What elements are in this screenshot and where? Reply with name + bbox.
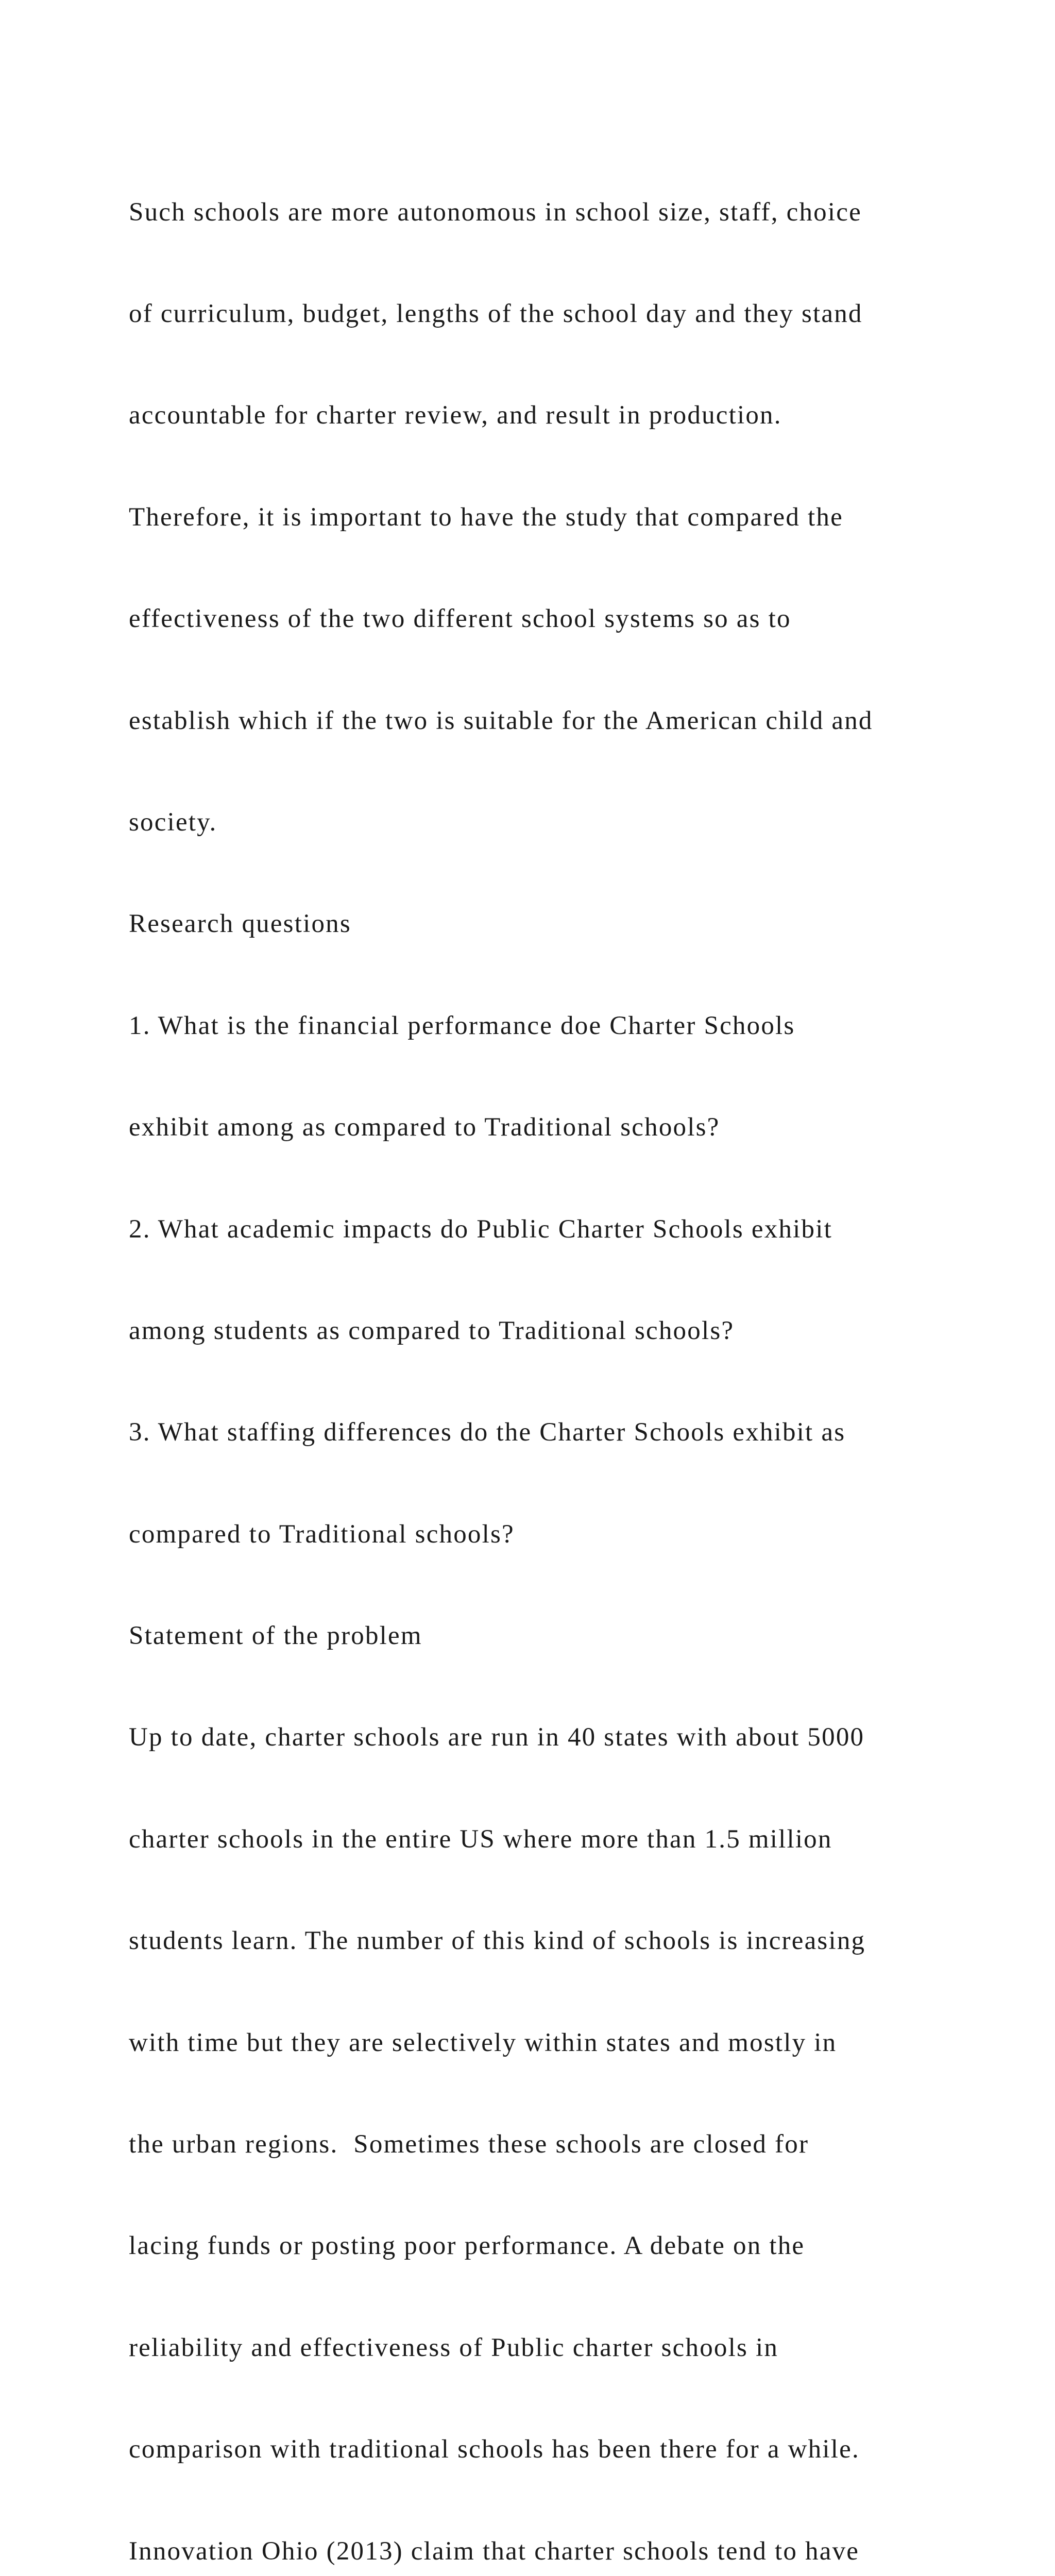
text-line: Therefore, it is important to have the study that compared the [129,502,843,532]
text-line: establish which if the two is suitable for the American child and [129,706,873,735]
text-line: accountable for charter review, and result in production. [129,401,782,430]
text-line: Such schools are more autonomous in school size, staff, choice [129,197,862,227]
section-heading-research-questions: Research questions [129,909,351,939]
text-line: effectiveness of the two different school systems so as to [129,604,791,634]
text-line: lacing funds or posting poor performance. A debate on the [129,2231,805,2261]
question-line: 1. What is the financial performance doe Charter Schools [129,1011,795,1040]
question-line: 2. What academic impacts do Public Charter Schools exhibit [129,1214,832,1244]
text-line: with time but they are selectively within states and mostly in [129,2028,837,2057]
question-line: 3. What staffing differences do the Charter Schools exhibit as [129,1418,846,1447]
text-line: reliability and effectiveness of Public charter schools in [129,2333,779,2362]
text-line: charter schools in the entire US where more than 1.5 million [129,1824,832,1854]
body-text [129,128,963,2576]
question-line: exhibit among as compared to Traditional schools? [129,1113,720,1142]
text-line: Innovation Ohio (2013) claim that charter schools tend to have [129,2536,860,2566]
text-line: students learn. The number of this kind of schools is increasing [129,1926,866,1956]
text-line: comparison with traditional schools has been there for a while. [129,2435,860,2464]
text-line: society. [129,807,217,837]
text-line: Up to date, charter schools are run in 40 states with about 5000 [129,1723,865,1752]
section-heading-statement-of-problem: Statement of the problem [129,1621,422,1651]
question-line: compared to Traditional schools? [129,1519,515,1549]
question-line: among students as compared to Traditional schools? [129,1316,735,1345]
text-line: of curriculum, budget, lengths of the school day and they stand [129,299,863,328]
text-line: the urban regions. Sometimes these schools are closed for [129,2130,809,2159]
